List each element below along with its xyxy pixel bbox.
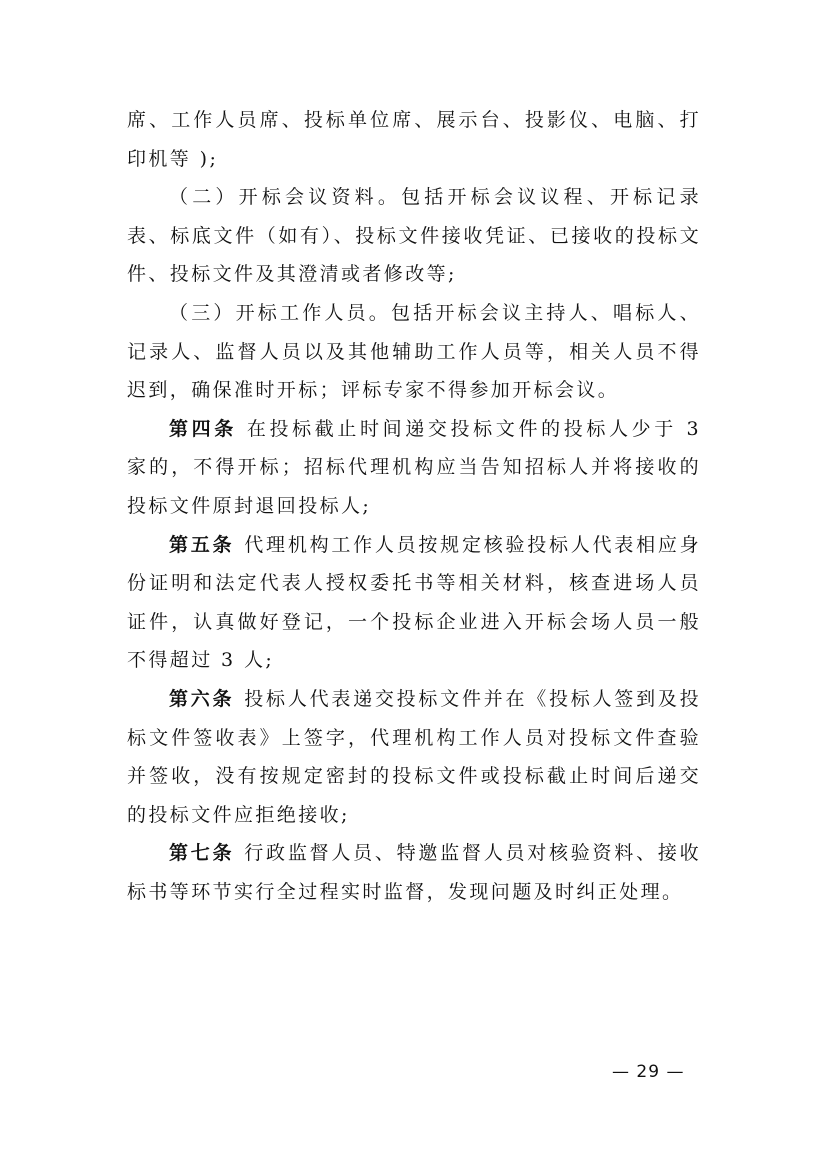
article-seven — [127, 834, 701, 911]
article-text: 代理机构工作人员按规定核验投标人代表相应身份证明和法定代表人授权委托书等相关材料，核查进场人员证件，认真做好登记，一个投标企业进入开标会场人员一般不得超过 3 人; — [127, 533, 701, 672]
article-five — [127, 526, 701, 680]
article-title: 第四条 — [169, 417, 237, 440]
article-four — [127, 410, 701, 526]
paragraph-item-two — [127, 178, 701, 294]
paragraph-text: （二）开标会议资料。包括开标会议议程、开标记录表、标底文件（如有）、投标文件接收凭证、已接收的投标文件、投标文件及其澄清或者修改等; — [127, 186, 701, 286]
article-text: 在投标截止时间递交投标文件的投标人少于 3 家的，不得开标；招标代理机构应当告知招标人并将接收的投标文件原封退回投标人; — [127, 417, 701, 517]
paragraph-text: 席、工作人员席、投标单位席、展示台、投影仪、电脑、打印机等 ); — [127, 109, 701, 170]
paragraph-item-three — [127, 294, 701, 410]
paragraph-text: （三）开标工作人员。包括开标会议主持人、唱标人、记录人、监督人员以及其他辅助工作人员等，相关人员不得迟到，确保准时开标；评标专家不得参加开标会议。 — [127, 301, 701, 402]
article-six — [127, 680, 701, 834]
page-number: — 29 — — [612, 1062, 685, 1082]
article-text: 投标人代表递交投标文件并在《投标人签到及投标文件签收表》上签字，代理机构工作人员对投标文件查验并签收，没有按规定密封的投标文件或投标截止时间后递交的投标文件应拒绝接收; — [127, 687, 701, 826]
article-title: 第五条 — [169, 533, 235, 556]
paragraph-continuation — [127, 101, 701, 178]
article-text: 行政监督人员、特邀监督人员对核验资料、接收标书等环节实行全过程实时监督，发现问题及时纠正处理。 — [127, 842, 701, 903]
document-body — [127, 101, 701, 911]
article-title: 第七条 — [169, 842, 235, 865]
article-title: 第六条 — [169, 687, 235, 710]
